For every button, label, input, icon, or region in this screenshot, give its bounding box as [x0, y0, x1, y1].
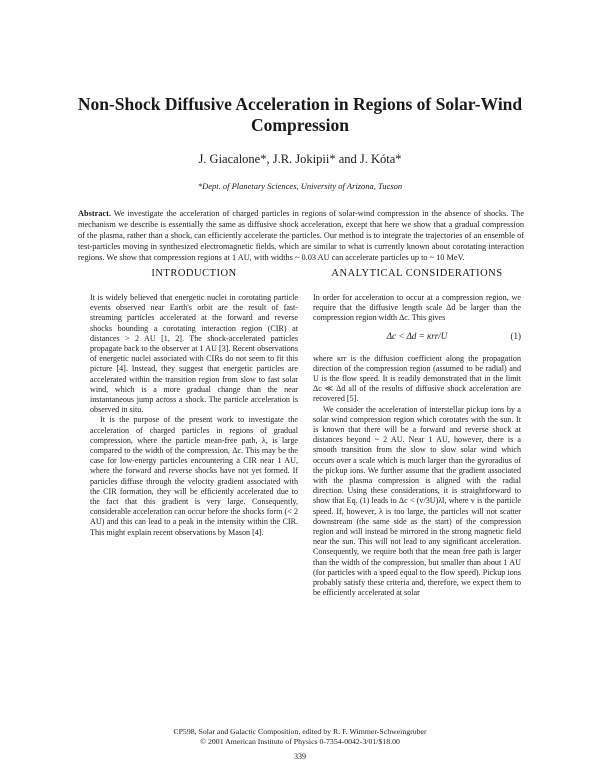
- introduction-heading: INTRODUCTION: [151, 268, 237, 279]
- analytical-heading: ANALYTICAL CONSIDERATIONS: [331, 268, 503, 279]
- page-number: 339: [294, 752, 306, 761]
- abstract-label: Abstract.: [78, 209, 111, 218]
- intro-paragraph-2: It is the purpose of the present work to investigate the acceleration of charged particles in regions of gradual compression, where the particle mean-free path, λ, is large compared to the width of the compression, Δc. This may be the case for low-energy particles encountering a CIR near 1 AU, where the forward and reverse shocks have not yet formed. If particles diffuse through the velocity gradient associated with the CIR formation, they will be efficiently accelerated due to the fact that this gradient is very large. Consequently, considerable acceleration can occur before the shocks form (< 2 AU) and this can lead to a peak in the intensity within the CIR. This might explain recent observations by Mason [4].: [90, 415, 298, 537]
- intro-paragraph-1: It is widely believed that energetic nuclei in corotating particle events observed near Earth's orbit are the result of fast-streaming particles accelerated at the forward and reverse shocks bounding a corotating interaction region (CIR) at distances > 2 AU [1, 2]. The shock-accelerated particles propagate back to the observer at 1 AU [3]. Recent observations of energetic nuclei associated with CIRs do not seem to fit this picture [4]. Instead, they suggest that energetic particles are accelerated within the transition region from slow to fast solar wind, which is a more gradual change than the near instantaneous jump across a shock. The particle acceleration is observed in situ.: [90, 293, 298, 415]
- analytical-paragraph-3: We consider the acceleration of interstellar pickup ions by a solar wind compression region which corotates with the sun. It is known that there will be a forward and reverse shock at distances beyond ~ 2 AU. Near 1 AU, however, there is a smooth transition from the slow to slow solar wind which occurs over a scale which is much larger than the gyroradius of the pickup ions. We further assume that the gradient associated with the plasma compression is aligned with the radial direction. Using these considerations, it is straightforward to show that Eq. (1) leads to Δc < (v/3U)λ‖, where v is the particle speed. If, however, λ is too large, the particles will not scatter downstream (the same side as the start) of the compression region and will instead be mirrored in the strong magnetic field near the sun. This will not lead to any significant acceleration. Consequently, we require both that the mean free path is larger than the width of the compression, but smaller than about 1 AU (for particles with a speed equal to the flow speed). Pickup ions probably satisfy these criteria and, therefore, we expect them to be efficiently accelerated at solar: [313, 404, 521, 598]
- left-column: [90, 268, 298, 538]
- author-list: J. Giacalone*, J.R. Jokipii* and J. Kóta*: [198, 152, 402, 166]
- equation-1: [313, 328, 521, 350]
- equation-body: Δc < Δd = κrr/U: [386, 330, 448, 341]
- abstract-text: We investigate the acceleration of charged particles in regions of solar-wind compression in the absence of shocks. The mechanism we describe is essentially the same as diffusive shock acceleration, except that here we show that a gradual compression of the plasma, rather than a shock, can efficiently accelerate the particles. Our method is to integrate the trajectories of an ensemble of test-particles moving in synthesized electromagnetic fields, which are similar to what is currently known about corotating interaction regions. We show that compression regions at 1 AU, with widths ~ 0.03 AU can accelerate particles up to ~ 10 MeV.: [78, 209, 524, 262]
- publication-footer: [40, 727, 560, 746]
- footer-copyright: © 2001 American Institute of Physics 0-7354-0042-3/01/$18.00: [200, 736, 400, 746]
- abstract: [78, 209, 524, 264]
- analytical-paragraph-1: In order for acceleration to occur at a compression region, we require that the diffusive length scale Δd be larger than the compression region width Δc. This gives: [313, 293, 521, 323]
- right-column: [313, 268, 521, 598]
- analytical-paragraph-2: where κrr is the diffusion coefficient along the propagation direction of the compression region (assumed to be radial) and U is the flow speed. It is readily demonstrated that in the limit Δc ≪ Δd all of the results of diffusive shock acceleration are recovered [5].: [313, 353, 521, 404]
- paper-title: Non-Shock Diffusive Acceleration in Regions of Solar-Wind Compression: [77, 94, 523, 135]
- affiliation: *Dept. of Planetary Sciences, University of Arizona, Tucson: [197, 181, 403, 191]
- equation-number: (1): [510, 330, 521, 341]
- footer-source: CP598, Solar and Galactic Composition, edited by R. F. Wimmer-Schweingruber: [173, 727, 427, 736]
